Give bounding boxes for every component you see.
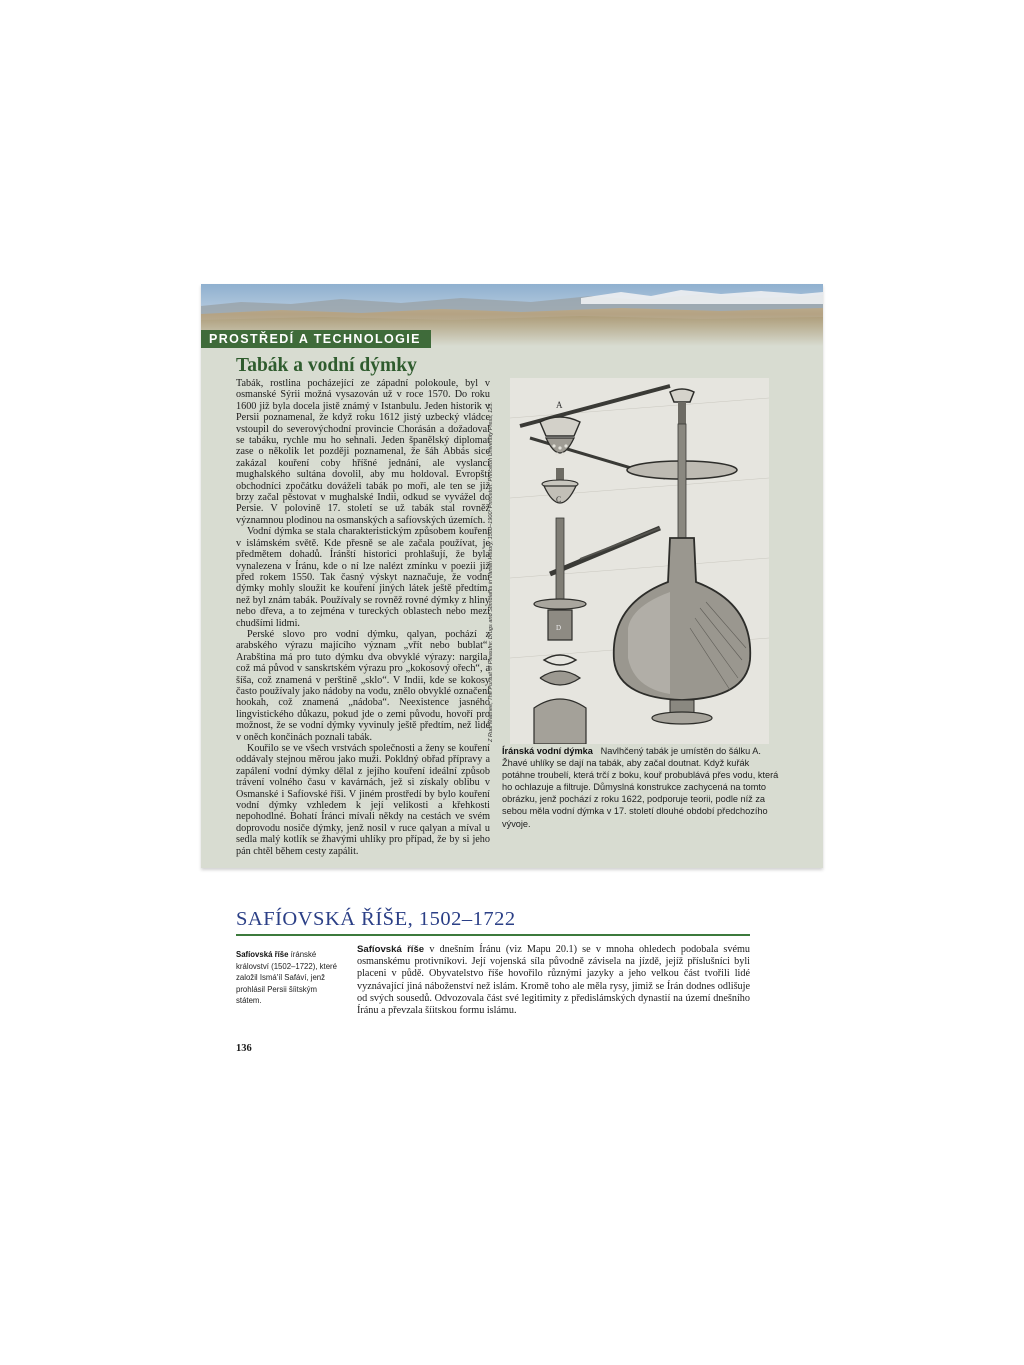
figure-label-a: A — [556, 400, 563, 410]
image-credit-text: Z Rudi Matthee, The Pursuit of Pleasure: Drugs and Stimulants in Iranian History, 1500–1900. Princeton: Princeton University Press, 125. — [488, 401, 494, 742]
sidebar-title: Tabák a vodní dýmky — [236, 355, 417, 376]
sidebar-body — [236, 378, 490, 857]
main-body — [357, 944, 750, 1017]
image-credit — [483, 378, 503, 744]
section-heading: SAFÍOVSKÁ ŘÍŠE, 1502–1722 — [236, 908, 516, 930]
heading-rule — [236, 934, 750, 936]
paragraph: Kouřilo se ve všech vrstvách společnosti a ženy se kouření oddávaly stejnou měrou jako muži. Pokldný obřad přípravy a zapálení vodní dýmky dělal z jejího kouření ideální způsob trávení volného času v kavárnách, jež si získaly oblibu v Osmanské i Safíovské říši. V jiném prostředí by bylo kouření vodní dýmky vzhledem k její velikosti a křehkosti nepohodlné. Bohatí Íránci mívali někdy na cestách ve svém doprovodu nosiče dýmky, jenž nosil v ruce qalyan a míval u sedla malý kotlík se žhavými uhlíky pro případ, že by si jeho pán chtěl během cesty zapálit. — [236, 743, 490, 857]
paragraph: Perské slovo pro vodní dýmku, qalyan, pochází z arabského výrazu majícího význam „vřít nebo bublat“. Arabština má pro tuto dýmku dva obvyklé výrazy: nargila, což má původ v sanskrtském výrazu pro „kokosový ořech“, a šíša, což znamená v perštině „sklo“. V Indii, kde se kokosy často používaly jako nádoby na vodu, znělo obvyklé označení hookah, což znamená „nádoba“. Neexistence jasného lingvistického důkazu, pokud jde o zemi původu, hovoří pro možnost, že se vodní dýmky vyvinuly ještě předtím, než lidé v oněch končinách poznali tabák. — [236, 628, 490, 743]
caption-text: Navlhčený tabák je umístěn do šálku A. Žhavé uhlíky se dají na tabák, aby začal doutnat. Když kuřák potáhne troubelí, která trčí z boku, kouř probublává přes vodu, která ho ochlazuje a filtruje. Důmyslná konstrukce zachycená na tomto obrázku, jenž pochází z roku 1622, podporuje teorii, podle níž za sebou měla vodní dýmka v 17. století dlouhé období předchozího vývoje. — [502, 746, 779, 829]
sidebar-box — [201, 284, 823, 868]
figure-caption — [502, 745, 782, 830]
page-number: 136 — [236, 1043, 252, 1054]
glossary-term: Safíovská říše — [236, 950, 289, 959]
margin-glossary — [236, 949, 344, 1007]
caption-title: Íránská vodní dýmka — [502, 746, 593, 756]
section-label: PROSTŘEDÍ A TECHNOLOGIE — [201, 330, 431, 348]
glossary-definition: íránské království (1502–1722), které založil Ismá'íl Safáví, jenž prohlásil Persii šíitským státem. — [236, 950, 337, 1006]
figure-label-c: C — [556, 495, 562, 504]
figure-label-d: D — [556, 624, 562, 632]
paragraph: Vodní dýmka se stala charakteristickým způsobem kouření v islámském světě. Kde přesně se ale začala používat, je předmětem dohadů. Íránští historici prohlašují, že byla vynalezena v Íránu, kde o ní lze nalézt zmínku v poezii již před rokem 1550. Tak časný výskyt naznačuje, že vodní dýmky mohly sloužit ke kouření jiných látek ještě předtím, než byl znám tabák. Používaly se rovněž rovné dýmky z hliny nebo dřeva, a to zejména v tureckých oblastech nebo mezi chudšími lidmi. — [236, 526, 490, 629]
paragraph: Tabák, rostlina pocházející ze západní polokoule, byl v osmanské Sýrii možná vysazován už v roce 1570. Do roku 1600 již byla docela jistě známý v Istanbulu. Jeden historik v Persii poznamenal, že když roku 1612 jistý uzbecký vládce vstoupil do severovýchodní provincie Chorásán a dožadoval se tabáku, rychle mu ho sehnali. Jeden španělský diplomat zase o několik let později poznamenal, že šáh Abbás sice zakázal kouření coby hříšné jednání, ale vyslanci mughalského sultána dovolil, aby mu holdoval. Evropští obchodníci zpočátku dováželi tabák po moři, ale ten se již brzy začal pěstovat v mughalské Indii, odkud se vyvážel do Persie. V polovině 17. století se už tabák stal rovněž významnou plodinou na osmanských a safíovských územích. — [236, 378, 490, 526]
key-term: Safíovská říše — [357, 944, 425, 955]
body-text: v dnešním Íránu (viz Mapu 20.1) se v mnoha ohledech podobala svému osmanskému protivníkovi. Její vojenská síla původně závisela na jízdě, jejíž příslušníci byli placeni v půdě. Obyvatelstvo říše hovořilo různými jazyky a jeho velkou část tvořili lidé vyznávající jiná náboženství než islám. Kromě toho ale měla rysy, jimiž se Írán dodnes odlišuje od svých sousedů. Odvozovala část své legitimity z předislámských dynastií na území dnešního Íránu a převzala šíitskou formu islámu. — [357, 944, 750, 1017]
water-pipe-engraving — [510, 378, 769, 744]
